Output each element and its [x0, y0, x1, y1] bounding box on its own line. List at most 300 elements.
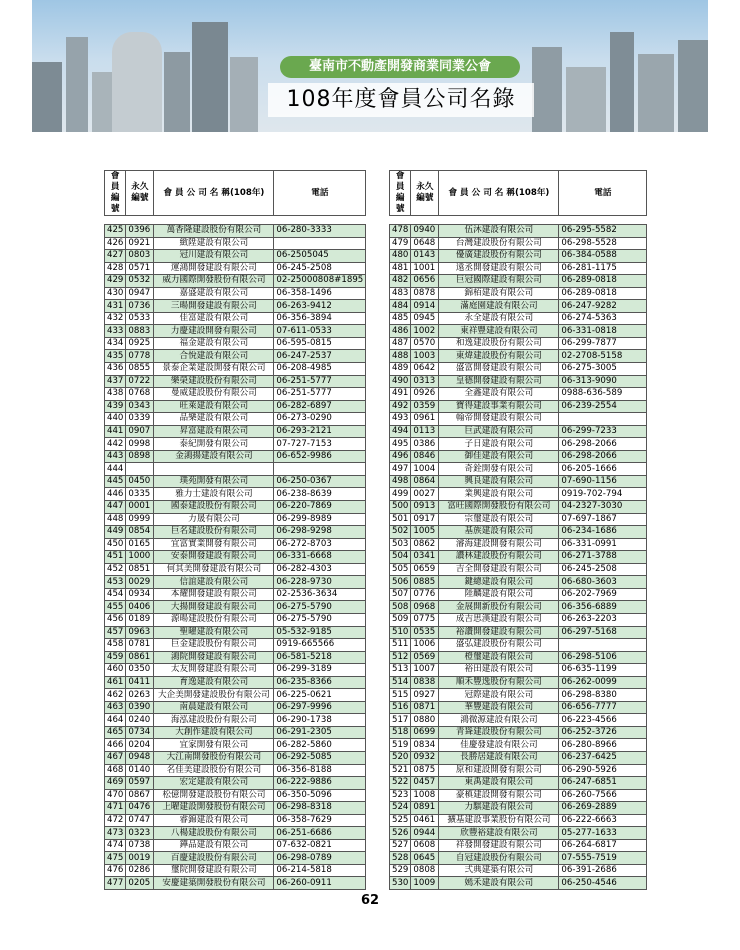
perm-no-cell: 0914	[411, 300, 439, 313]
tel-cell: 06-263-9412	[274, 300, 366, 313]
tel-cell: 06-252-3726	[559, 726, 647, 739]
company-name-cell: 裕田建設有限公司	[439, 664, 559, 677]
perm-no-cell: 0645	[411, 852, 439, 865]
company-name-cell: 安慶建築開發股份有限公司	[154, 877, 274, 890]
member-no-cell: 500	[390, 501, 411, 514]
tel-cell: 06-313-9090	[559, 375, 647, 388]
table-row	[390, 563, 647, 576]
company-name-cell: 昇富建設有限公司	[154, 425, 274, 438]
member-no-cell: 454	[105, 588, 126, 601]
member-no-cell: 476	[105, 864, 126, 877]
member-no-cell: 504	[390, 551, 411, 564]
perm-no-cell: 0570	[411, 337, 439, 350]
company-name-cell: 安泰開發建設有限公司	[154, 551, 274, 564]
table-row	[390, 588, 647, 601]
tel-cell: 06-680-3603	[559, 576, 647, 589]
table-row	[105, 237, 366, 250]
tel-cell: 07-632-0821	[274, 839, 366, 852]
perm-no-cell: 0406	[126, 601, 154, 614]
table-row	[105, 225, 366, 238]
tel-cell: 06-356-3894	[274, 312, 366, 325]
member-no-cell: 434	[105, 337, 126, 350]
perm-no-cell: 0476	[126, 802, 154, 815]
tel-cell: 02-2536-3634	[274, 588, 366, 601]
member-no-cell: 502	[390, 526, 411, 539]
tel-cell: 0919-702-794	[559, 488, 647, 501]
tel-cell	[274, 463, 366, 476]
table-row	[105, 350, 366, 363]
company-name-cell: 濬海建設開發有限公司	[439, 538, 559, 551]
member-no-cell: 456	[105, 613, 126, 626]
company-name-cell: 台灣建設股份有限公司	[439, 237, 559, 250]
perm-no-cell: 0461	[411, 814, 439, 827]
table-row	[105, 300, 366, 313]
member-no-cell: 514	[390, 676, 411, 689]
company-name-cell: 讚林建設股份有限公司	[439, 551, 559, 564]
company-name-cell: 宏定建設有限公司	[154, 777, 274, 790]
tel-cell: 06-273-0290	[274, 413, 366, 426]
perm-no-cell: 0450	[126, 475, 154, 488]
table-row	[105, 676, 366, 689]
table-row	[105, 839, 366, 852]
tel-cell: 06-298-9298	[274, 526, 366, 539]
table-row	[390, 463, 647, 476]
perm-no-cell: 0968	[411, 601, 439, 614]
table-row	[105, 501, 366, 514]
table-row	[390, 400, 647, 413]
table-row	[390, 739, 647, 752]
member-no-cell: 468	[105, 764, 126, 777]
company-name-cell: 三暘開發建設有限公司	[154, 300, 274, 313]
member-no-cell: 474	[105, 839, 126, 852]
tel-cell: 06-262-0099	[559, 676, 647, 689]
company-name-cell: 興良建設有限公司	[439, 475, 559, 488]
company-name-cell: 鏵品建設有限公司	[154, 839, 274, 852]
perm-no-cell: 0736	[126, 300, 154, 313]
table-row	[105, 588, 366, 601]
perm-no-cell: 0571	[126, 262, 154, 275]
tel-cell: 06-251-6686	[274, 827, 366, 840]
tel-cell: 06-391-2686	[559, 864, 647, 877]
tel-cell: 06-247-9282	[559, 300, 647, 313]
tel-cell: 06-247-6851	[559, 777, 647, 790]
table-row	[390, 864, 647, 877]
tel-cell: 06-247-2537	[274, 350, 366, 363]
member-no-cell: 462	[105, 689, 126, 702]
table-row	[390, 325, 647, 338]
member-no-cell: 459	[105, 651, 126, 664]
tel-cell: 06-384-0588	[559, 250, 647, 263]
member-no-cell: 439	[105, 400, 126, 413]
table-row	[105, 827, 366, 840]
table-row	[105, 250, 366, 263]
table-row	[105, 877, 366, 890]
table-row	[390, 438, 647, 451]
tel-cell: 06-222-9886	[274, 777, 366, 790]
member-no-cell: 524	[390, 802, 411, 815]
company-name-cell: 信誼建設有限公司	[154, 576, 274, 589]
perm-no-cell: 0313	[411, 375, 439, 388]
company-name-cell: 名佳美建設股份有限公司	[154, 764, 274, 777]
company-name-cell: 萬香隆建設股份有限公司	[154, 225, 274, 238]
member-no-cell: 445	[105, 475, 126, 488]
table-row	[105, 463, 366, 476]
tel-cell: 06-222-6663	[559, 814, 647, 827]
tel-cell: 06-250-4546	[559, 877, 647, 890]
table-row	[105, 475, 366, 488]
member-no-cell: 501	[390, 513, 411, 526]
table-row	[390, 689, 647, 702]
company-name-cell: 聖曜建設有限公司	[154, 626, 274, 639]
perm-no-cell: 0880	[411, 714, 439, 727]
tel-cell: 05-532-9185	[274, 626, 366, 639]
tel-cell: 06-235-8366	[274, 676, 366, 689]
table-row	[105, 701, 366, 714]
table-row	[105, 789, 366, 802]
company-name-cell: 奇銓開發有限公司	[439, 463, 559, 476]
perm-no-cell: 0775	[411, 613, 439, 626]
member-no-cell: 477	[105, 877, 126, 890]
tel-cell: 06-358-7629	[274, 814, 366, 827]
company-name-cell: 鴻院開發建設有限公司	[154, 651, 274, 664]
table-row	[105, 651, 366, 664]
member-no-cell: 491	[390, 388, 411, 401]
member-no-cell: 463	[105, 701, 126, 714]
member-no-cell: 465	[105, 726, 126, 739]
member-no-cell: 523	[390, 789, 411, 802]
tel-cell: 0988-636-589	[559, 388, 647, 401]
table-row	[390, 576, 647, 589]
perm-no-cell: 0569	[411, 651, 439, 664]
company-name-cell: 力騏建設有限公司	[439, 802, 559, 815]
perm-no-cell: 0867	[126, 789, 154, 802]
company-name-cell: 品樂建設有限公司	[154, 413, 274, 426]
company-name-cell: 鴻微源建設有限公司	[439, 714, 559, 727]
member-no-cell: 515	[390, 689, 411, 702]
company-name-cell: 順禾豐逸股份有限公司	[439, 676, 559, 689]
tel-cell: 06-2505045	[274, 250, 366, 263]
perm-no-cell: 1003	[411, 350, 439, 363]
perm-no-cell: 0926	[411, 388, 439, 401]
member-no-cell: 458	[105, 639, 126, 652]
perm-no-cell: 0917	[411, 513, 439, 526]
tel-cell: 06-223-4566	[559, 714, 647, 727]
company-name-cell: 業興建設有限公司	[439, 488, 559, 501]
company-name-cell: 嫣禾建設有限公司	[439, 877, 559, 890]
tel-cell: 07-611-0533	[274, 325, 366, 338]
table-row	[390, 501, 647, 514]
header-member-no: 會員編號	[390, 171, 411, 216]
table-row	[105, 438, 366, 451]
company-name-cell: 御佳建設有限公司	[439, 450, 559, 463]
tel-cell: 06-271-3788	[559, 551, 647, 564]
perm-no-cell: 0834	[411, 739, 439, 752]
table-row	[390, 237, 647, 250]
member-no-cell: 488	[390, 350, 411, 363]
member-no-cell: 446	[105, 488, 126, 501]
member-no-cell: 525	[390, 814, 411, 827]
table-row	[105, 312, 366, 325]
tel-cell: 07-727-7153	[274, 438, 366, 451]
tel-cell: 06-234-1686	[559, 526, 647, 539]
tel-cell: 06-280-8966	[559, 739, 647, 752]
tel-cell: 06-251-5777	[274, 375, 366, 388]
member-no-cell: 522	[390, 777, 411, 790]
table-row	[105, 425, 366, 438]
table-row	[105, 325, 366, 338]
tel-cell	[559, 639, 647, 652]
tel-cell: 06-356-6889	[559, 601, 647, 614]
member-no-cell: 508	[390, 601, 411, 614]
tel-cell: 06-595-0815	[274, 337, 366, 350]
perm-no-cell: 0019	[126, 852, 154, 865]
member-table-right	[389, 170, 647, 890]
member-no-cell: 526	[390, 827, 411, 840]
tel-cell: 06-289-0818	[559, 275, 647, 288]
company-name-cell: 自冠建設股份有限公司	[439, 852, 559, 865]
member-no-cell: 495	[390, 438, 411, 451]
tel-cell: 06-272-8703	[274, 538, 366, 551]
member-no-cell: 511	[390, 639, 411, 652]
perm-no-cell: 0944	[411, 827, 439, 840]
company-name-cell: 泰紀開發有限公司	[154, 438, 274, 451]
table-row	[390, 300, 647, 313]
perm-no-cell: 0925	[126, 337, 154, 350]
table-row	[390, 639, 647, 652]
perm-no-cell: 1000	[126, 551, 154, 564]
header-perm-no: 永久編號	[411, 171, 439, 216]
header-banner	[32, 0, 708, 132]
member-no-cell: 452	[105, 563, 126, 576]
table-row	[105, 513, 366, 526]
tel-cell: 06-282-6897	[274, 400, 366, 413]
member-table-left	[104, 170, 366, 890]
company-name-cell: 力慶建設開發有限公司	[154, 325, 274, 338]
perm-no-cell: 0263	[126, 689, 154, 702]
perm-no-cell: 0885	[411, 576, 439, 589]
table-row	[105, 714, 366, 727]
member-no-cell: 497	[390, 463, 411, 476]
member-no-cell: 470	[105, 789, 126, 802]
table-row	[390, 751, 647, 764]
member-no-cell: 519	[390, 739, 411, 752]
perm-no-cell: 0113	[411, 425, 439, 438]
perm-no-cell: 0608	[411, 839, 439, 852]
table-row	[105, 689, 366, 702]
tel-cell: 06-281-1175	[559, 262, 647, 275]
member-no-cell: 484	[390, 300, 411, 313]
company-name-cell: 金展開新股份有限公司	[439, 601, 559, 614]
company-name-cell: 巨金建設股份有限公司	[154, 639, 274, 652]
company-name-cell: 全鑫建設有限公司	[439, 388, 559, 401]
table-row	[390, 526, 647, 539]
company-name-cell: 宜家開發有限公司	[154, 739, 274, 752]
perm-no-cell: 0189	[126, 613, 154, 626]
perm-no-cell: 0359	[411, 400, 439, 413]
perm-no-cell: 0165	[126, 538, 154, 551]
member-no-cell: 475	[105, 852, 126, 865]
perm-no-cell: 0390	[126, 701, 154, 714]
perm-no-cell: 1007	[411, 664, 439, 677]
tel-cell: 07-690-1156	[559, 475, 647, 488]
table-row	[105, 864, 366, 877]
table-row	[390, 676, 647, 689]
tel-cell: 07-555-7519	[559, 852, 647, 865]
table-row	[105, 764, 366, 777]
header-gap	[390, 216, 647, 225]
table-row	[390, 250, 647, 263]
company-name-cell: 宗璽建設有限公司	[439, 513, 559, 526]
company-name-cell: 祥發開發建設有限公司	[439, 839, 559, 852]
tel-cell: 06-299-7233	[559, 425, 647, 438]
table-row	[105, 664, 366, 677]
company-name-cell	[154, 463, 274, 476]
company-name-cell: 育逸建設有限公司	[154, 676, 274, 689]
table-row	[390, 350, 647, 363]
tel-cell: 06-656-7777	[559, 701, 647, 714]
perm-no-cell: 0341	[411, 551, 439, 564]
company-name-cell: 欣豐裕建設有限公司	[439, 827, 559, 840]
member-no-cell: 448	[105, 513, 126, 526]
company-name-cell: 青聳建設股份有限公司	[439, 726, 559, 739]
perm-no-cell: 0907	[126, 425, 154, 438]
table-row	[105, 551, 366, 564]
company-name-cell: 海泓建設股份有限公司	[154, 714, 274, 727]
tel-cell: 02-2708-5158	[559, 350, 647, 363]
table-row	[390, 626, 647, 639]
perm-no-cell: 0027	[411, 488, 439, 501]
member-no-cell: 447	[105, 501, 126, 514]
table-row	[390, 450, 647, 463]
company-name-cell: 盛弘建設股份有限公司	[439, 639, 559, 652]
perm-no-cell: 0891	[411, 802, 439, 815]
table-row	[105, 287, 366, 300]
perm-no-cell: 0861	[126, 651, 154, 664]
table-row	[390, 601, 647, 614]
tel-cell: 06-274-5363	[559, 312, 647, 325]
perm-no-cell: 0533	[126, 312, 154, 325]
member-no-cell: 473	[105, 827, 126, 840]
table-row	[105, 563, 366, 576]
tel-cell: 04-2327-3030	[559, 501, 647, 514]
tel-cell: 06-214-5818	[274, 864, 366, 877]
perm-no-cell: 0029	[126, 576, 154, 589]
perm-no-cell: 0747	[126, 814, 154, 827]
member-no-cell: 490	[390, 375, 411, 388]
table-row	[390, 827, 647, 840]
perm-no-cell: 0323	[126, 827, 154, 840]
perm-no-cell: 0656	[411, 275, 439, 288]
company-name-cell: 巨冠國際建設有限公司	[439, 275, 559, 288]
company-name-cell: 大揚開發建設有限公司	[154, 601, 274, 614]
perm-no-cell: 0998	[126, 438, 154, 451]
tel-cell: 06-237-6425	[559, 751, 647, 764]
table-row	[105, 262, 366, 275]
company-name-cell: 橙璽建設有限公司	[439, 651, 559, 664]
tel-cell: 06-297-9996	[274, 701, 366, 714]
company-name-cell: 緻陞建設有限公司	[154, 237, 274, 250]
perm-no-cell: 0878	[411, 287, 439, 300]
company-name-cell: 璞苑開發有限公司	[154, 475, 274, 488]
member-rows-left	[105, 225, 366, 890]
perm-no-cell: 0642	[411, 363, 439, 376]
company-name-cell: 國泰建設股份有限公司	[154, 501, 274, 514]
perm-no-cell: 0350	[126, 664, 154, 677]
company-name-cell: 睿錦建設有限公司	[154, 814, 274, 827]
perm-no-cell: 0883	[126, 325, 154, 338]
tel-cell: 06-245-2508	[274, 262, 366, 275]
company-name-cell: 南晨建設有限公司	[154, 701, 274, 714]
company-name-cell: 冠際建設有限公司	[439, 689, 559, 702]
member-no-cell: 517	[390, 714, 411, 727]
tel-cell: 06-264-6817	[559, 839, 647, 852]
perm-no-cell: 0768	[126, 388, 154, 401]
company-name-cell: 皇德開發建設有限公司	[439, 375, 559, 388]
tel-cell: 06-331-6668	[274, 551, 366, 564]
perm-no-cell: 0699	[411, 726, 439, 739]
table-row	[105, 526, 366, 539]
company-name-cell: 豪槙建設開發有限公司	[439, 789, 559, 802]
tel-cell: 06-263-2203	[559, 613, 647, 626]
tel-cell: 06-356-8188	[274, 764, 366, 777]
tel-cell: 06-299-3189	[274, 664, 366, 677]
perm-no-cell: 0838	[411, 676, 439, 689]
perm-no-cell: 1006	[411, 639, 439, 652]
tel-cell: 05-277-1633	[559, 827, 647, 840]
tel-cell: 06-292-5085	[274, 751, 366, 764]
member-no-cell: 486	[390, 325, 411, 338]
perm-no-cell: 0948	[126, 751, 154, 764]
perm-no-cell: 0597	[126, 777, 154, 790]
member-no-cell: 498	[390, 475, 411, 488]
perm-no-cell: 0934	[126, 588, 154, 601]
member-no-cell: 429	[105, 275, 126, 288]
table-row	[105, 639, 366, 652]
tel-cell: 06-298-0789	[274, 852, 366, 865]
table-row	[390, 488, 647, 501]
table-row	[105, 613, 366, 626]
company-name-cell: 巨武建設有限公司	[439, 425, 559, 438]
company-name-cell: 伍沐建設有限公司	[439, 225, 559, 238]
table-row	[105, 802, 366, 815]
perm-no-cell: 1009	[411, 877, 439, 890]
member-no-cell: 451	[105, 551, 126, 564]
company-name-cell: 盛富開發建設有限公司	[439, 363, 559, 376]
table-row	[105, 726, 366, 739]
table-row	[390, 262, 647, 275]
company-name-cell: 原和建設開發有限公司	[439, 764, 559, 777]
perm-no-cell: 0734	[126, 726, 154, 739]
member-no-cell: 529	[390, 864, 411, 877]
table-row	[105, 375, 366, 388]
perm-no-cell: 0862	[411, 538, 439, 551]
table-row	[105, 814, 366, 827]
tel-cell: 06-250-0367	[274, 475, 366, 488]
perm-no-cell: 1008	[411, 789, 439, 802]
member-no-cell: 510	[390, 626, 411, 639]
member-no-cell: 489	[390, 363, 411, 376]
table-row	[390, 877, 647, 890]
company-name-cell: 成吉思漢建設有限公司	[439, 613, 559, 626]
member-no-cell: 481	[390, 262, 411, 275]
perm-no-cell: 0204	[126, 739, 154, 752]
tel-cell: 06-208-4985	[274, 363, 366, 376]
perm-no-cell: 0921	[126, 237, 154, 250]
table-row	[390, 275, 647, 288]
tel-cell: 06-299-7877	[559, 337, 647, 350]
member-no-cell: 453	[105, 576, 126, 589]
perm-no-cell: 1002	[411, 325, 439, 338]
